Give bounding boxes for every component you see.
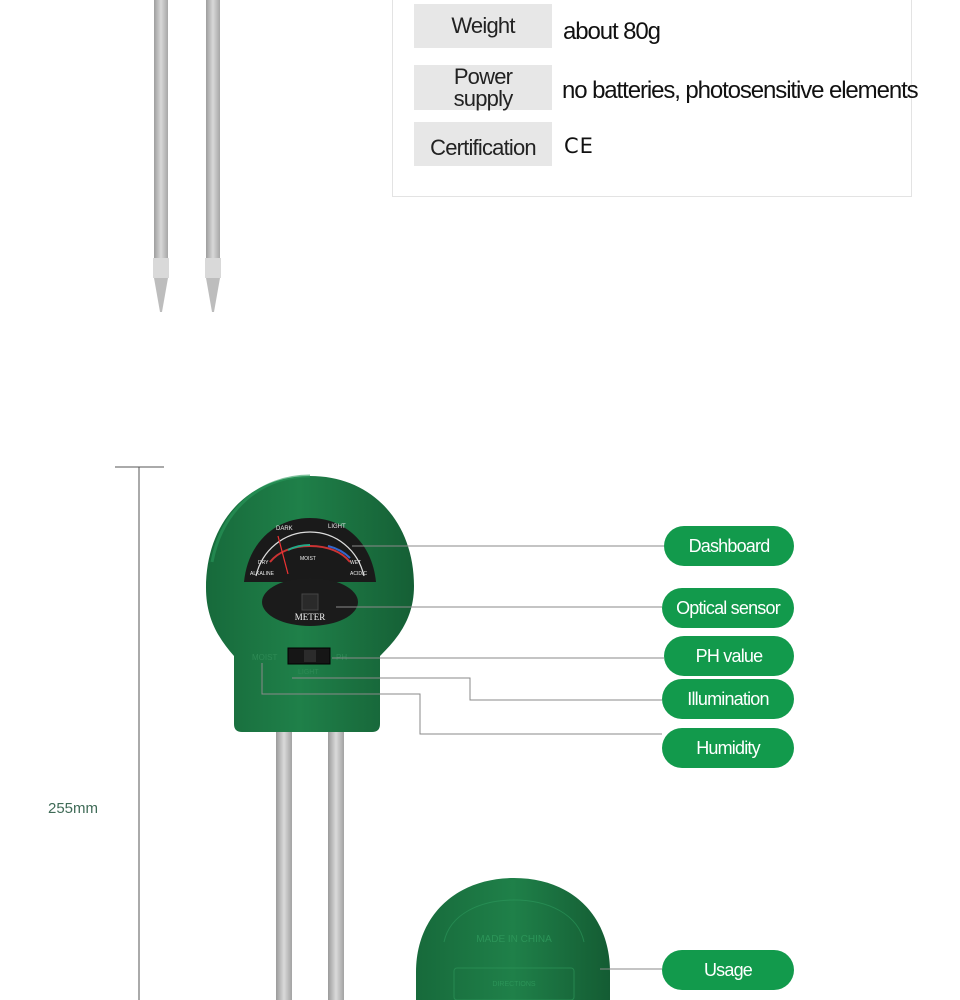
dial-label-light: LIGHT bbox=[328, 524, 346, 530]
back-directions: DIRECTIONS bbox=[492, 981, 536, 988]
callout-humidity: Humidity bbox=[662, 728, 794, 768]
switch-label-light: LIGHT bbox=[298, 669, 319, 676]
spec-label-power-line1: Power bbox=[453, 63, 513, 89]
dial-label-alkaline: ALKALINE bbox=[250, 571, 274, 577]
dial-label-acidic: ACIDIC bbox=[350, 571, 367, 577]
spec-value-certification: CE bbox=[564, 134, 594, 158]
spec-label-weight: Weight bbox=[414, 4, 552, 48]
switch-label-ph: PH bbox=[336, 653, 348, 662]
switch-label-moist: MOIST bbox=[252, 653, 278, 662]
callout-ph-value: PH value bbox=[664, 636, 794, 676]
spec-value-power-supply: no batteries, photosensitive elements bbox=[562, 77, 918, 104]
brand-meter: METER bbox=[294, 612, 326, 622]
callout-illumination: Illumination bbox=[662, 679, 794, 719]
dial-label-dry: DRY bbox=[258, 560, 269, 566]
spec-value-weight: about 80g bbox=[563, 18, 660, 45]
callout-usage: Usage bbox=[662, 950, 794, 990]
callout-optical-sensor: Optical sensor bbox=[662, 588, 794, 628]
dial-label-wet: WET bbox=[350, 560, 362, 566]
dimension-label: 255mm bbox=[48, 800, 99, 817]
dial-label-dark: DARK bbox=[276, 526, 293, 532]
spec-label-power-line2: supply bbox=[453, 85, 513, 111]
back-made-in-china: MADE IN CHINA bbox=[476, 934, 552, 945]
dial-label-moist: MOIST bbox=[300, 556, 316, 562]
spec-label-certification: Certification bbox=[414, 122, 552, 166]
callout-dashboard: Dashboard bbox=[664, 526, 794, 566]
